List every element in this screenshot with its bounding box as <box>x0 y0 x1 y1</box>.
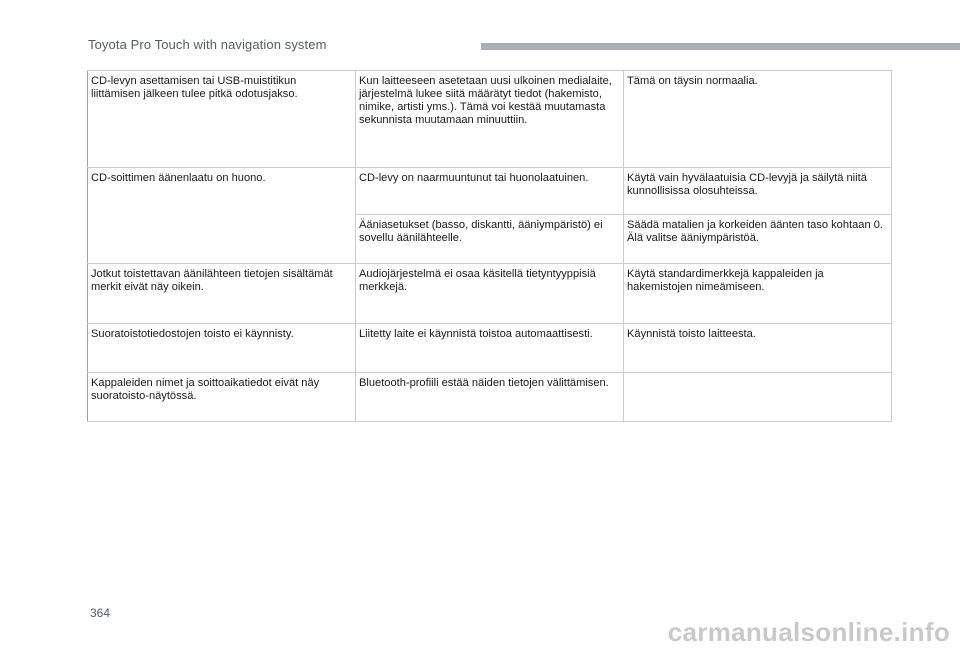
table-row <box>88 264 892 324</box>
page-header-title: Toyota Pro Touch with navigation system <box>88 37 327 52</box>
problem-cell: CD-levyn asettamisen tai USB-muistitikun liittämisen jälkeen tulee pitkä odotusjakso. <box>88 71 356 168</box>
solution-cell: Käytä vain hyvälaatuisia CD-levyjä ja säilytä niitä kunnollisissa olosuhteissa. <box>624 168 892 215</box>
watermark: carmanualsonline.info <box>667 617 950 647</box>
cause-cell: Liitetty laite ei käynnistä toistoa automaattisesti. <box>356 324 624 373</box>
problem-cell: CD-soittimen äänenlaatu on huono. <box>88 168 356 264</box>
table-row <box>88 168 892 215</box>
cause-cell: Audiojärjestelmä ei osaa käsitellä tietyntyyppisiä merkkejä. <box>356 264 624 324</box>
cause-cell: Ääniasetukset (basso, diskantti, ääniympäristö) ei sovellu äänilähteelle. <box>356 215 624 264</box>
table-row <box>88 373 892 422</box>
solution-cell: Käynnistä toisto laitteesta. <box>624 324 892 373</box>
solution-cell <box>624 373 892 422</box>
cause-cell: Bluetooth-profiili estää näiden tietojen välittämisen. <box>356 373 624 422</box>
page-number: 364 <box>90 606 111 620</box>
solution-cell: Tämä on täysin normaalia. <box>624 71 892 168</box>
cause-cell: Kun laitteeseen asetetaan uusi ulkoinen medialaite, järjestelmä lukee siitä määrätyt tiedot (hakemisto, nimike, artisti yms.). Tämä voi kestää muutamasta sekunnista muutamaan minuuttiin. <box>356 71 624 168</box>
table-row <box>88 324 892 373</box>
problem-cell: Kappaleiden nimet ja soittoaikatiedot eivät näy suoratoisto-näytössä. <box>88 373 356 422</box>
troubleshooting-table <box>87 70 892 422</box>
cause-cell: CD-levy on naarmuuntunut tai huonolaatuinen. <box>356 168 624 215</box>
problem-cell: Suoratoistotiedostojen toisto ei käynnisty. <box>88 324 356 373</box>
header-accent-bar <box>481 43 960 50</box>
table-row <box>88 71 892 168</box>
problem-cell: Jotkut toistettavan äänilähteen tietojen sisältämät merkit eivät näy oikein. <box>88 264 356 324</box>
solution-cell: Käytä standardimerkkejä kappaleiden ja hakemistojen nimeämiseen. <box>624 264 892 324</box>
solution-cell: Säädä matalien ja korkeiden äänten taso kohtaan 0. Älä valitse ääniympäristöä. <box>624 215 892 264</box>
